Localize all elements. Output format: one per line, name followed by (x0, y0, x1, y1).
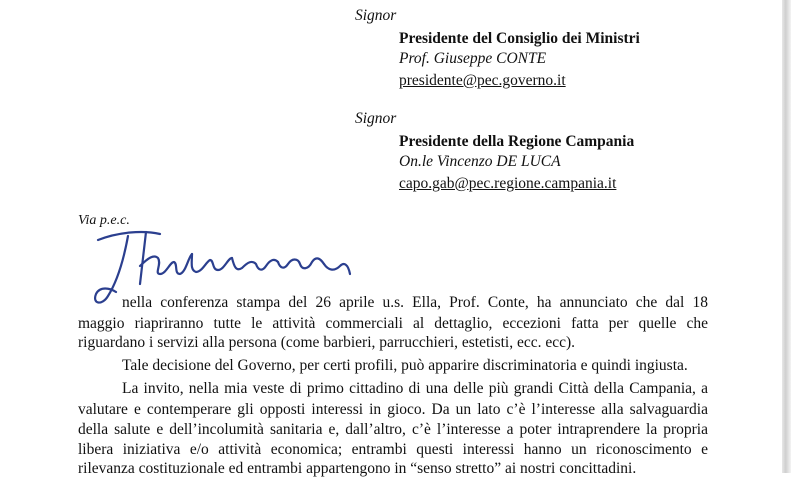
body-paragraph-3-line-3: della salute e dell’incolumità sanitaria e, dall’altro, c’è l’interesse a poter intraprendere la propria (78, 421, 708, 438)
recipient-2-salutation: Signor (355, 110, 397, 127)
recipient-1-salutation: Signor (355, 7, 397, 24)
recipient-1-title: Presidente del Consiglio dei Ministri (399, 30, 640, 47)
body-paragraph-3-line-2: valutare e contemperare gli opposti interessi in gioco. Da un lato c’è l’interesse alla salvaguardia (78, 401, 708, 418)
recipient-2-email[interactable]: capo.gab@pec.regione.campania.it (399, 175, 617, 192)
page-edge-shadow (782, 0, 791, 473)
recipient-1-name: Prof. Giuseppe CONTE (399, 50, 547, 67)
delivery-method: Via p.e.c. (78, 213, 130, 228)
body-paragraph-3-line-5: rilevanza costituzionale ed entrambi appartengono in “senso stretto” ai nostri concittadini. (78, 460, 637, 477)
body-paragraph-3-line-4: libera iniziativa e/o attività economica; entrambi questi interessi hanno un riconoscimento e (78, 441, 708, 458)
body-paragraph-2: Tale decisione del Governo, per certi profili, può apparire discriminatoria e quindi ingiusta. (122, 357, 688, 374)
recipient-1-email[interactable]: presidente@pec.governo.it (399, 72, 566, 89)
body-paragraph-1-line-1: nella conferenza stampa del 26 aprile u.s. Ella, Prof. Conte, ha annunciato che dal 18 (122, 294, 708, 311)
recipient-2-name: On.le Vincenzo DE LUCA (399, 153, 561, 170)
body-paragraph-1-line-3: riguardano i servizi alla persona (come barbieri, parrucchieri, estetisti, ecc. ecc). (78, 334, 576, 351)
recipient-2-title: Presidente della Regione Campania (399, 133, 635, 150)
body-paragraph-3-line-1: La invito, nella mia veste di primo cittadino di una delle più grandi Città della Campania, a (122, 380, 708, 397)
body-paragraph-1-line-2: maggio riapriranno tutte le attività commerciali al dettaglio, eccezioni fatta per quelle che (78, 315, 708, 332)
